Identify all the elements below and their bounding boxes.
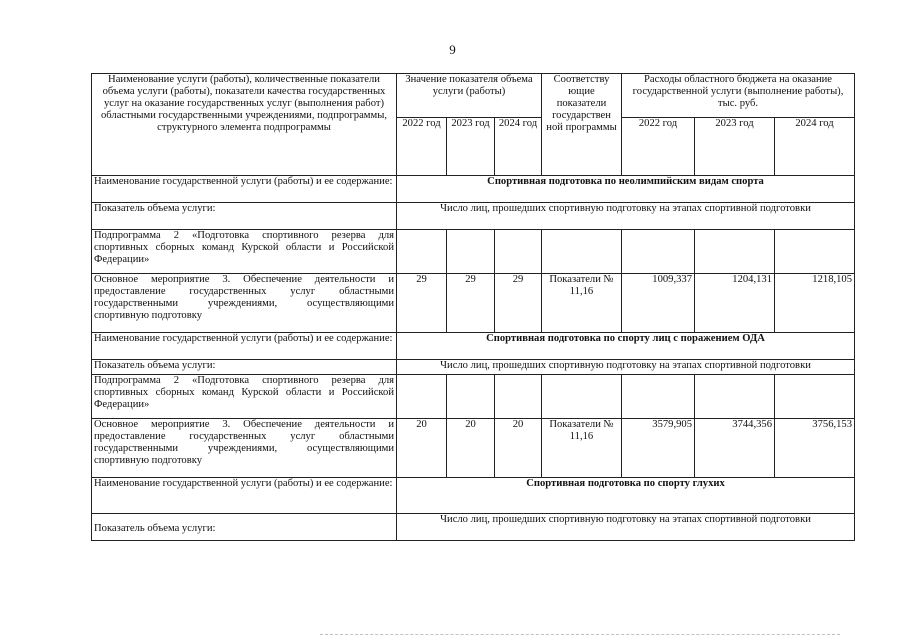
indicator-label: Показатель объема услуги: — [92, 514, 397, 541]
indicator-value: Число лиц, прошедших спортивную подготовку на этапах спортивной подготовки — [397, 514, 855, 541]
expense-cell: 1218,105 — [775, 274, 855, 333]
expense-cell: 3744,356 — [695, 419, 775, 478]
header-indicator-year: 2023 год — [447, 118, 495, 176]
expense-cell: 1009,337 — [622, 274, 695, 333]
measure-text: Основное мероприятие 3. Обеспечение деятельности и предоставление государственных услуг областными государственными учреждениями, осуществляющими спортивную подготовку — [92, 274, 397, 333]
empty-cell — [397, 375, 447, 419]
service-row — [92, 478, 855, 514]
indicator-value-cell: 20 — [495, 419, 542, 478]
indicator-label: Показатель объема услуги: — [92, 360, 397, 375]
indicator-value-cell: 20 — [447, 419, 495, 478]
empty-cell — [695, 375, 775, 419]
empty-cell — [447, 375, 495, 419]
measure-row — [92, 274, 855, 333]
service-value: Спортивная подготовка по спорту лиц с поражением ОДА — [397, 333, 855, 360]
service-row — [92, 333, 855, 360]
services-table — [91, 73, 855, 541]
indicators-ref: Показатели № 11,16 — [542, 419, 622, 478]
measure-text: Основное мероприятие 3. Обеспечение деятельности и предоставление государственных услуг областными государственными учреждениями, осуществляющими спортивную подготовку — [92, 419, 397, 478]
expense-cell: 1204,131 — [695, 274, 775, 333]
subprogram-row — [92, 230, 855, 274]
indicators-ref: Показатели № 11,16 — [542, 274, 622, 333]
service-row — [92, 176, 855, 203]
scan-artifact-line — [320, 634, 840, 636]
service-label: Наименование государственной услуги (работы) и ее содержание: — [92, 333, 397, 360]
empty-cell — [622, 230, 695, 274]
header-expense-year: 2022 год — [622, 118, 695, 176]
empty-cell — [622, 375, 695, 419]
expense-cell: 3579,905 — [622, 419, 695, 478]
service-label: Наименование государственной услуги (работы) и ее содержание: — [92, 176, 397, 203]
header-correspondence: Соответству ющие показатели государствен ной программы — [542, 74, 622, 176]
empty-cell — [542, 230, 622, 274]
service-value: Спортивная подготовка по неолимпийским видам спорта — [397, 176, 855, 203]
subprogram-text: Подпрограмма 2 «Подготовка спортивного резерва для спортивных сборных команд Курской области и Российской Федерации» — [92, 375, 397, 419]
indicator-row — [92, 514, 855, 541]
subprogram-text: Подпрограмма 2 «Подготовка спортивного резерва для спортивных сборных команд Курской области и Российской Федерации» — [92, 230, 397, 274]
indicator-value-cell: 29 — [397, 274, 447, 333]
service-label: Наименование государственной услуги (работы) и ее содержание: — [92, 478, 397, 514]
header-expense-year: 2024 год — [775, 118, 855, 176]
indicator-value-cell: 29 — [495, 274, 542, 333]
header-expense-year: 2023 год — [695, 118, 775, 176]
subprogram-row — [92, 375, 855, 419]
service-value: Спортивная подготовка по спорту глухих — [397, 478, 855, 514]
empty-cell — [397, 230, 447, 274]
empty-cell — [495, 375, 542, 419]
indicator-row — [92, 203, 855, 230]
indicator-label: Показатель объема услуги: — [92, 203, 397, 230]
header-service-name: Наименование услуги (работы), количественные показатели объема услуги (работы), показатели качества государственных услуг на оказание государственных услуг (выполнения работ) областными государственными учреждениями, подпрограммы, структурного элемента подпрограммы — [92, 74, 397, 176]
indicator-value-cell: 20 — [397, 419, 447, 478]
indicator-value-cell: 29 — [447, 274, 495, 333]
empty-cell — [542, 375, 622, 419]
header-indicator-group: Значение показателя объема услуги (работы) — [397, 74, 542, 118]
header-indicator-year: 2024 год — [495, 118, 542, 176]
page-number: 9 — [449, 42, 456, 57]
indicator-value: Число лиц, прошедших спортивную подготовку на этапах спортивной подготовки — [397, 203, 855, 230]
expense-cell: 3756,153 — [775, 419, 855, 478]
header-indicator-year: 2022 год — [397, 118, 447, 176]
empty-cell — [447, 230, 495, 274]
empty-cell — [775, 230, 855, 274]
empty-cell — [695, 230, 775, 274]
header-row — [92, 74, 855, 118]
indicator-value: Число лиц, прошедших спортивную подготовку на этапах спортивной подготовки — [397, 360, 855, 375]
header-expense-group: Расходы областного бюджета на оказание государственной услуги (выполнение работы), тыс. руб. — [622, 74, 855, 118]
measure-row — [92, 419, 855, 478]
empty-cell — [775, 375, 855, 419]
indicator-row — [92, 360, 855, 375]
empty-cell — [495, 230, 542, 274]
